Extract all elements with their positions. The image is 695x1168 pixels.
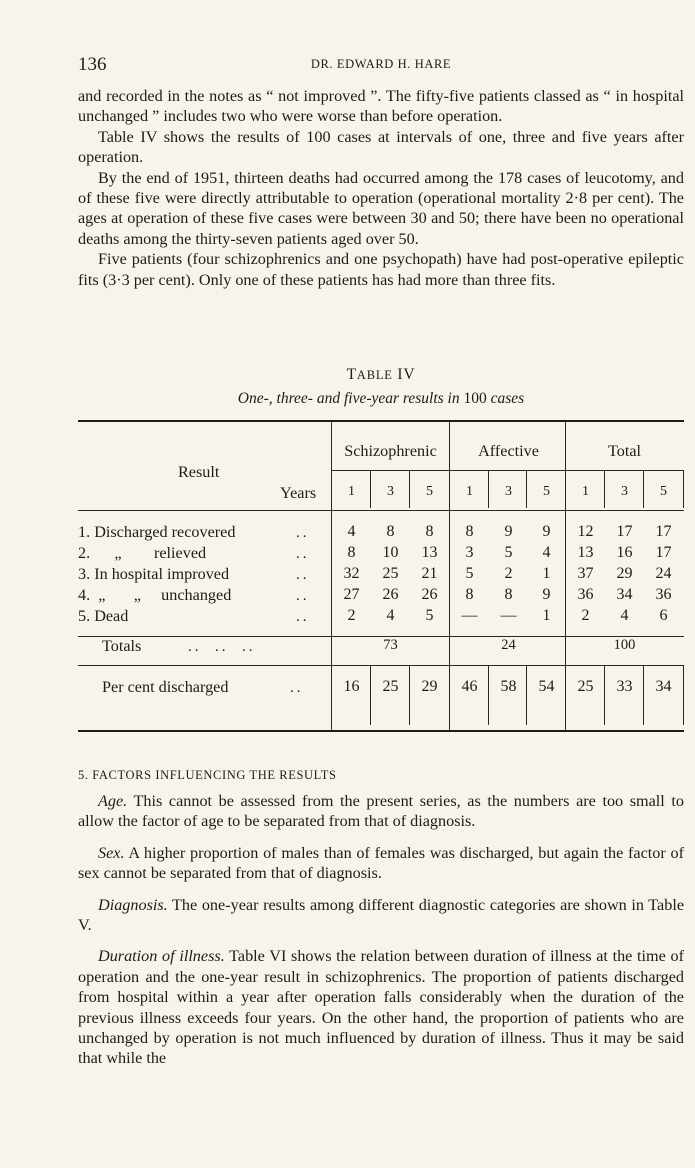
percent-cell: 54	[538, 678, 555, 695]
header-years: Years	[280, 484, 317, 502]
percent-cell: 25	[382, 678, 399, 695]
table-cell: 17	[655, 523, 672, 540]
section-heading: 5. FACTORS INFLUENCING THE RESULTS	[78, 768, 337, 782]
section-paragraph	[78, 843, 684, 884]
section-paragraph	[78, 946, 684, 1068]
table-cell: 5	[504, 544, 513, 561]
paragraph-text: A higher proportion of males than of females was discharged, but again the factor of sex cannot be separated from that of diagnosis.	[78, 843, 684, 883]
section-paragraph	[78, 791, 684, 832]
group-header: Schizophrenic	[344, 442, 437, 460]
group-header: Total	[607, 442, 642, 460]
totals-cell: 24	[501, 637, 516, 653]
table-title-numeral: IV	[397, 366, 416, 383]
table-cell: 8	[386, 523, 395, 540]
row-dots: ..	[296, 609, 310, 625]
table-caption	[78, 366, 684, 408]
totals-label: Totals	[102, 637, 142, 655]
row-label: 5. Dead	[78, 607, 129, 625]
table-cell: 8	[504, 586, 513, 603]
percent-cell: 29	[421, 678, 438, 695]
table-cell: 9	[542, 523, 551, 540]
paragraph-lead: Sex.	[98, 843, 125, 862]
percent-cell: 16	[343, 678, 360, 695]
year-label: 5	[660, 484, 667, 499]
header-result: Result	[178, 463, 220, 481]
row-dots: ..	[296, 588, 310, 604]
table-cell: 34	[616, 586, 633, 603]
page-header	[78, 54, 684, 76]
row-label: 1. Discharged recovered	[78, 523, 236, 541]
table-cell: 1	[542, 565, 551, 582]
paragraph-text: This cannot be assessed from the present series, as the numbers are too small to allow the factor of age to be separated from that of diagnosis.	[78, 792, 684, 831]
table-title	[78, 366, 684, 384]
table-cell: 4	[347, 523, 356, 540]
table-cell: 8	[347, 544, 356, 561]
paragraph: Five patients (four schizophrenics and one psychopath) have had post-operative epileptic fits (3·3 per cent). Only one of these patients has had more than three fits.	[78, 250, 684, 289]
table-cell: 26	[421, 586, 438, 603]
running-head: DR. EDWARD H. HARE	[310, 57, 452, 71]
table-cell: 24	[655, 565, 672, 582]
year-label: 5	[426, 484, 433, 499]
table-cell: 25	[382, 565, 399, 582]
table-cell: 1	[542, 607, 551, 624]
totals-dots: .. .. ..	[188, 639, 256, 655]
table-cell: 4	[542, 544, 551, 561]
table-bottom-rule	[78, 730, 684, 732]
table-cell: 2	[504, 565, 513, 582]
percent-cell: 46	[461, 678, 478, 695]
year-label: 3	[387, 484, 394, 499]
table-subtitle-tail: cases	[490, 390, 525, 407]
table-cell: 6	[659, 607, 668, 624]
table-cell: 37	[577, 565, 594, 582]
section-factors	[78, 768, 684, 1080]
year-label: 5	[543, 484, 550, 499]
paragraph-lead: Duration of illness.	[98, 947, 225, 966]
table-cell: 36	[577, 586, 594, 603]
table-cell: 9	[504, 523, 513, 540]
table-cell: 2	[347, 607, 356, 624]
percent-dots: ..	[290, 680, 304, 696]
year-label: 1	[348, 484, 355, 499]
table-cell: 12	[577, 523, 594, 540]
table-cell: 13	[421, 544, 438, 561]
table-cell: 21	[421, 565, 438, 582]
page-number: 136	[78, 54, 107, 75]
table-cell: 36	[655, 586, 672, 603]
table-cell: —	[461, 607, 478, 624]
row-dots: ..	[296, 546, 310, 562]
table-subtitle-italic: One-, three- and five-year results in	[237, 390, 460, 407]
table-cell: 26	[382, 586, 399, 603]
percent-cell: 58	[500, 678, 517, 695]
totals-cell: 100	[613, 637, 636, 653]
table-cell: 9	[542, 586, 551, 603]
table-cell: 10	[382, 544, 399, 561]
table-cell: 8	[465, 586, 474, 603]
table-title-prefix: T	[346, 366, 357, 383]
totals-cell: 73	[383, 637, 398, 653]
percent-label: Per cent discharged	[102, 678, 229, 696]
year-label: 1	[466, 484, 473, 499]
table-cell: 2	[581, 607, 590, 624]
table-cell: —	[500, 607, 517, 624]
paragraph: By the end of 1951, thirteen deaths had occurred among the 178 cases of leucotomy, and of these five were directly attributable to operation (operational mortality 2·8 per cent). The ages at operation of these five cases were between 30 and 50; there have been no operational deaths among the thirty-seven patients aged over 50.	[78, 168, 684, 248]
header-bottom-rule	[78, 510, 684, 511]
row-label: 4. „ „ unchanged	[78, 586, 232, 604]
paragraph: and recorded in the notes as “ not improved ”. The fifty-five patients classed as “ in hospital unchanged ” includes two who were worse than before operation.	[78, 87, 684, 126]
totals-bottom-rule	[78, 665, 684, 666]
table-cell: 17	[616, 523, 633, 540]
group-header-rule	[332, 470, 684, 471]
paragraph-lead: Age.	[98, 792, 128, 810]
paragraph-text: The one-year results among different diagnostic categories are shown in Table V.	[78, 895, 684, 935]
table-cell: 3	[465, 544, 474, 561]
table-cell: 27	[343, 586, 360, 603]
table-cell: 13	[577, 544, 594, 561]
table-top-rule	[78, 420, 684, 422]
table-cell: 17	[655, 544, 672, 561]
year-label: 3	[505, 484, 512, 499]
body-text-top	[78, 86, 684, 290]
percent-cell: 34	[655, 678, 672, 695]
table-cell: 5	[465, 565, 474, 582]
paragraph-text: Table VI shows the relation between duration of illness at the time of operation and the one-year result in schizophrenics. The proportion of patients discharged from hospital within a year after operation falls considerably when the duration of the previous illness exceeds four years. On the other hand, the proportion of patients who are unchanged by operation is not much influenced by duration of illness. Thus it may be said that while the	[78, 947, 684, 1068]
table-cell: 4	[386, 607, 395, 624]
year-label: 3	[621, 484, 628, 499]
column-divider	[683, 470, 684, 508]
paragraph: Table IV shows the results of 100 cases at intervals of one, three and five years after operation.	[78, 127, 684, 167]
percent-cell: 33	[616, 678, 633, 695]
column-divider	[683, 665, 684, 725]
table-cell: 4	[620, 607, 629, 624]
paragraph-lead: Diagnosis.	[98, 895, 168, 914]
table-subtitle-number: 100	[463, 390, 487, 407]
table-cell: 16	[616, 544, 633, 561]
year-label: 1	[582, 484, 589, 499]
results-table	[78, 420, 684, 740]
table-cell: 32	[343, 565, 360, 582]
table-cell: 5	[425, 607, 434, 624]
row-dots: ..	[296, 567, 310, 583]
row-label: 3. In hospital improved	[78, 565, 230, 583]
group-header: Affective	[478, 442, 539, 460]
table-cell: 8	[465, 523, 474, 540]
table-cell: 29	[616, 565, 633, 582]
section-paragraph	[78, 895, 684, 936]
row-dots: ..	[296, 525, 310, 541]
table-subtitle	[78, 390, 684, 408]
percent-cell: 25	[577, 678, 594, 695]
row-label: 2. „ relieved	[78, 544, 207, 562]
table-title-smallcaps: ABLE	[356, 368, 393, 382]
table-cell: 8	[425, 523, 434, 540]
